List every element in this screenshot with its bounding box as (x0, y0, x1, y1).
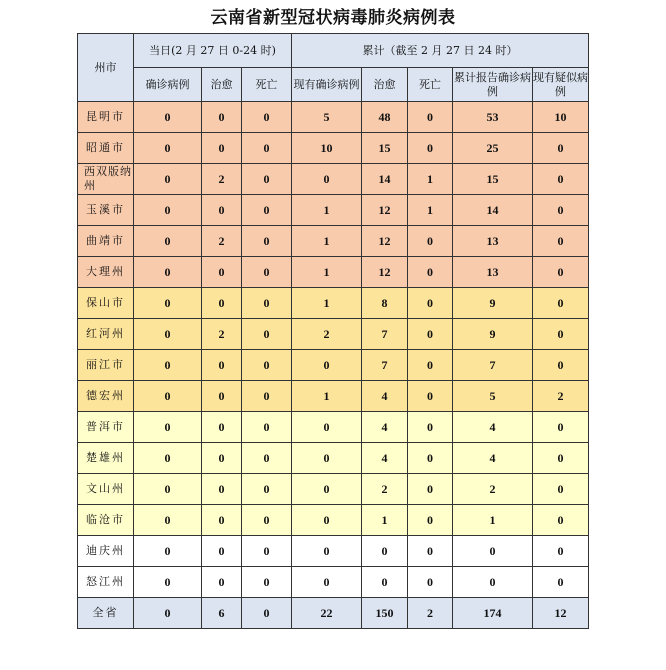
header-daily-group: 当日(2 月 27 日 0-24 时) (134, 34, 292, 68)
cell-value: 0 (242, 598, 292, 629)
cell-value: 0 (242, 505, 292, 536)
region-name: 曲靖市 (78, 226, 134, 257)
cell-value: 0 (134, 536, 202, 567)
cell-value: 2 (362, 474, 408, 505)
cell-value: 174 (453, 598, 533, 629)
region-name: 德宏州 (78, 381, 134, 412)
cell-value: 0 (202, 257, 242, 288)
cell-value: 1 (408, 164, 453, 195)
cell-value: 12 (362, 226, 408, 257)
cell-value: 0 (533, 133, 589, 164)
cell-value: 0 (242, 381, 292, 412)
table-row (78, 443, 589, 474)
cell-value: 12 (362, 195, 408, 226)
cell-value: 0 (408, 350, 453, 381)
cell-value: 14 (453, 195, 533, 226)
cell-value: 0 (533, 443, 589, 474)
cell-value: 0 (242, 443, 292, 474)
cell-value: 0 (533, 164, 589, 195)
region-name: 大理州 (78, 257, 134, 288)
cell-value: 0 (242, 412, 292, 443)
cell-value: 0 (453, 567, 533, 598)
cell-value: 7 (362, 319, 408, 350)
cell-value: 0 (134, 133, 202, 164)
cell-value: 10 (292, 133, 362, 164)
cell-value: 0 (242, 319, 292, 350)
cell-value: 1 (453, 505, 533, 536)
table-row (78, 319, 589, 350)
header-column: 死亡 (242, 68, 292, 102)
cell-value: 0 (408, 226, 453, 257)
cell-value: 4 (362, 412, 408, 443)
cell-value: 0 (242, 164, 292, 195)
region-name: 楚雄州 (78, 443, 134, 474)
cell-value: 13 (453, 257, 533, 288)
cell-value: 0 (408, 133, 453, 164)
cell-value: 0 (533, 505, 589, 536)
table-row (78, 536, 589, 567)
table-row (78, 505, 589, 536)
cell-value: 4 (362, 381, 408, 412)
cell-value: 0 (408, 319, 453, 350)
cell-value: 0 (242, 226, 292, 257)
cell-value: 0 (292, 567, 362, 598)
cell-value: 0 (408, 443, 453, 474)
header-column: 确诊病例 (134, 68, 202, 102)
cell-value: 0 (134, 474, 202, 505)
cell-value: 2 (533, 381, 589, 412)
cell-value: 12 (362, 257, 408, 288)
cell-value: 0 (408, 412, 453, 443)
table-row (78, 102, 589, 133)
cell-value: 0 (292, 505, 362, 536)
table-row (78, 257, 589, 288)
cell-value: 0 (134, 598, 202, 629)
cell-value: 48 (362, 102, 408, 133)
cell-value: 0 (408, 505, 453, 536)
cell-value: 2 (453, 474, 533, 505)
cell-value: 9 (453, 288, 533, 319)
region-name: 全省 (78, 598, 134, 629)
cell-value: 0 (408, 536, 453, 567)
cell-value: 0 (202, 443, 242, 474)
table-row (78, 133, 589, 164)
cell-value: 0 (408, 567, 453, 598)
region-name: 怒江州 (78, 567, 134, 598)
region-name: 临沧市 (78, 505, 134, 536)
cell-value: 0 (292, 443, 362, 474)
table-row (78, 226, 589, 257)
region-name: 昆明市 (78, 102, 134, 133)
header-cumulative-group: 累计（截至 2 月 27 日 24 时） (292, 34, 589, 68)
cell-value: 0 (533, 319, 589, 350)
cell-value: 0 (202, 412, 242, 443)
cell-value: 0 (134, 102, 202, 133)
cell-value: 0 (533, 536, 589, 567)
cell-value: 0 (292, 412, 362, 443)
cell-value: 8 (362, 288, 408, 319)
cell-value: 0 (533, 257, 589, 288)
cell-value: 5 (292, 102, 362, 133)
cell-value: 0 (408, 381, 453, 412)
cell-value: 4 (453, 412, 533, 443)
cell-value: 0 (453, 536, 533, 567)
cell-value: 0 (134, 443, 202, 474)
cell-value: 1 (292, 257, 362, 288)
cell-value: 0 (202, 567, 242, 598)
region-name: 玉溪市 (78, 195, 134, 226)
table-row (78, 288, 589, 319)
cell-value: 12 (533, 598, 589, 629)
header-column: 治愈 (202, 68, 242, 102)
cell-value: 0 (242, 257, 292, 288)
cell-value: 0 (408, 474, 453, 505)
cell-value: 0 (533, 474, 589, 505)
cell-value: 0 (202, 381, 242, 412)
cell-value: 0 (134, 164, 202, 195)
cell-value: 4 (453, 443, 533, 474)
region-name: 红河州 (78, 319, 134, 350)
table-row (78, 381, 589, 412)
cell-value: 15 (362, 133, 408, 164)
table-row (78, 350, 589, 381)
region-name: 西双版纳州 (78, 164, 134, 195)
table-row (78, 474, 589, 505)
cell-value: 0 (242, 567, 292, 598)
table-row (78, 164, 589, 195)
region-name: 文山州 (78, 474, 134, 505)
cell-value: 0 (408, 257, 453, 288)
cell-value: 0 (533, 226, 589, 257)
cell-value: 0 (242, 102, 292, 133)
cell-value: 0 (362, 536, 408, 567)
cell-value: 0 (533, 288, 589, 319)
cell-value: 0 (242, 536, 292, 567)
cell-value: 0 (202, 288, 242, 319)
cell-value: 5 (453, 381, 533, 412)
table-row (78, 412, 589, 443)
cell-value: 0 (202, 350, 242, 381)
cell-value: 0 (134, 381, 202, 412)
cell-value: 15 (453, 164, 533, 195)
cell-value: 2 (202, 226, 242, 257)
table-row (78, 567, 589, 598)
cell-value: 25 (453, 133, 533, 164)
cell-value: 0 (242, 350, 292, 381)
region-name: 丽江市 (78, 350, 134, 381)
cell-value: 1 (292, 226, 362, 257)
cell-value: 1 (408, 195, 453, 226)
cell-value: 0 (533, 350, 589, 381)
cell-value: 10 (533, 102, 589, 133)
total-row (78, 598, 589, 629)
cell-value: 0 (533, 412, 589, 443)
cell-value: 0 (292, 164, 362, 195)
cell-value: 0 (134, 226, 202, 257)
cell-value: 13 (453, 226, 533, 257)
header-column: 累计报告确诊病例 (453, 68, 533, 102)
cell-value: 0 (292, 474, 362, 505)
cell-value: 0 (134, 288, 202, 319)
cell-value: 6 (202, 598, 242, 629)
cell-value: 0 (202, 102, 242, 133)
cell-value: 0 (533, 195, 589, 226)
cell-value: 150 (362, 598, 408, 629)
region-name: 普洱市 (78, 412, 134, 443)
cell-value: 0 (408, 288, 453, 319)
cell-value: 2 (408, 598, 453, 629)
table-row (78, 195, 589, 226)
cell-value: 7 (453, 350, 533, 381)
cell-value: 0 (134, 257, 202, 288)
region-name: 昭通市 (78, 133, 134, 164)
cell-value: 0 (134, 567, 202, 598)
cell-value: 1 (292, 195, 362, 226)
cell-value: 9 (453, 319, 533, 350)
cell-value: 22 (292, 598, 362, 629)
cell-value: 0 (202, 133, 242, 164)
cell-value: 0 (134, 412, 202, 443)
cell-value: 0 (533, 567, 589, 598)
cell-value: 1 (362, 505, 408, 536)
cell-value: 0 (242, 133, 292, 164)
cell-value: 2 (202, 319, 242, 350)
region-name: 迪庆州 (78, 536, 134, 567)
cell-value: 2 (202, 164, 242, 195)
cell-value: 1 (292, 381, 362, 412)
cell-value: 4 (362, 443, 408, 474)
header-column: 现有疑似病例 (533, 68, 589, 102)
header-column: 治愈 (362, 68, 408, 102)
cell-value: 0 (134, 350, 202, 381)
cell-value: 53 (453, 102, 533, 133)
header-column: 死亡 (408, 68, 453, 102)
cell-value: 0 (362, 567, 408, 598)
cell-value: 2 (292, 319, 362, 350)
page-title: 云南省新型冠状病毒肺炎病例表 (210, 8, 456, 28)
cell-value: 0 (202, 474, 242, 505)
header-column: 现有确诊病例 (292, 68, 362, 102)
region-name: 保山市 (78, 288, 134, 319)
cell-value: 7 (362, 350, 408, 381)
cell-value: 1 (292, 288, 362, 319)
cell-value: 0 (242, 195, 292, 226)
cell-value: 14 (362, 164, 408, 195)
cell-value: 0 (134, 319, 202, 350)
cell-value: 0 (292, 350, 362, 381)
cell-value: 0 (134, 195, 202, 226)
header-region: 州市 (78, 34, 134, 102)
cell-value: 0 (292, 536, 362, 567)
cell-value: 0 (202, 195, 242, 226)
cell-value: 0 (408, 102, 453, 133)
cell-value: 0 (134, 505, 202, 536)
cell-value: 0 (202, 505, 242, 536)
cell-value: 0 (242, 288, 292, 319)
case-table (77, 33, 589, 629)
cell-value: 0 (242, 474, 292, 505)
cell-value: 0 (202, 536, 242, 567)
